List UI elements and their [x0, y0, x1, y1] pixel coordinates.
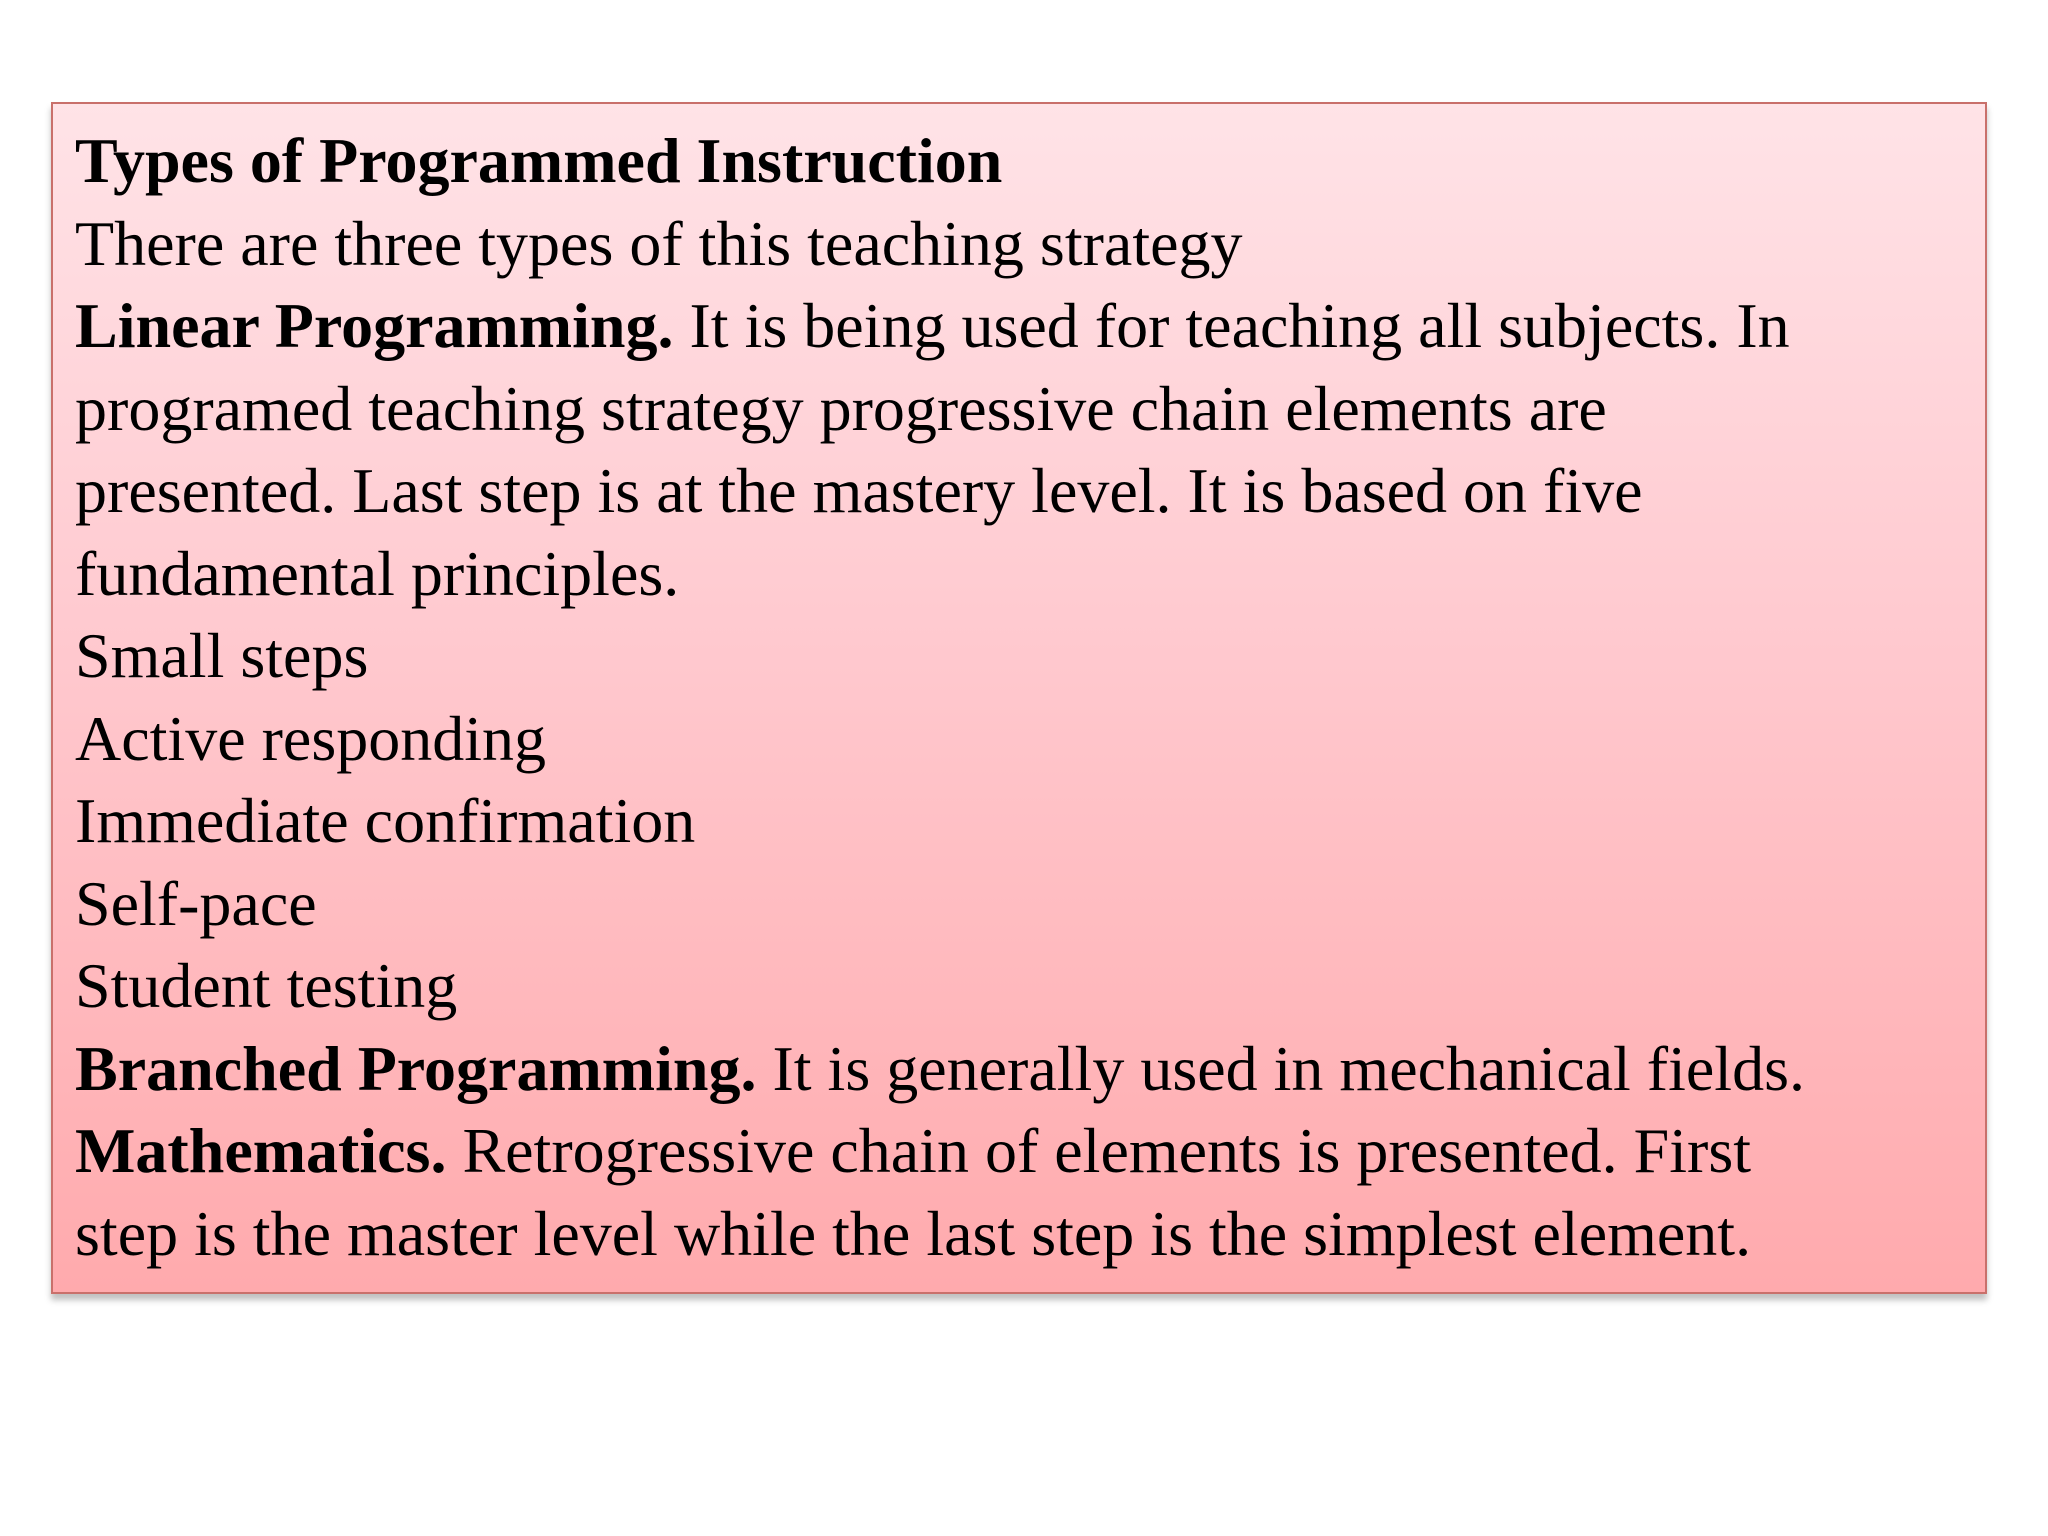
linear-line-2: programed teaching strategy progressive chain elements are — [75, 372, 1607, 444]
mathematics-line-1-text: Retrogressive chain of elements is presented. First — [446, 1115, 1751, 1186]
linear-line-1-text: It is being used for teaching all subjects. In — [673, 290, 1790, 361]
principle-item: Immediate confirmation — [75, 785, 696, 856]
principle-item: Small steps — [75, 620, 369, 691]
mathematics-line-1 — [75, 1110, 1967, 1193]
content-text-box — [51, 102, 1987, 1294]
slide-title: Types of Programmed Instruction — [75, 125, 1003, 196]
mathematics-line-2: step is the master level while the last step is the simplest element. — [75, 1197, 1752, 1269]
branched-heading: Branched Programming. — [75, 1032, 757, 1104]
mathematics-heading: Mathematics. — [75, 1115, 447, 1186]
principle-item: Self-pace — [75, 867, 317, 939]
intro-text: There are three types of this teaching strategy — [75, 207, 1243, 279]
branched-text: It is generally used in mechanical fields. — [756, 1032, 1805, 1104]
principle-item: Active responding — [75, 702, 546, 774]
principle-item: Student testing — [75, 950, 458, 1021]
linear-line-3: presented. Last step is at the mastery level. It is based on five — [75, 455, 1643, 526]
branched-line — [75, 1028, 1967, 1111]
linear-line-1 — [75, 285, 1967, 368]
linear-line-4: fundamental principles. — [75, 537, 680, 609]
linear-heading: Linear Programming. — [75, 290, 674, 361]
